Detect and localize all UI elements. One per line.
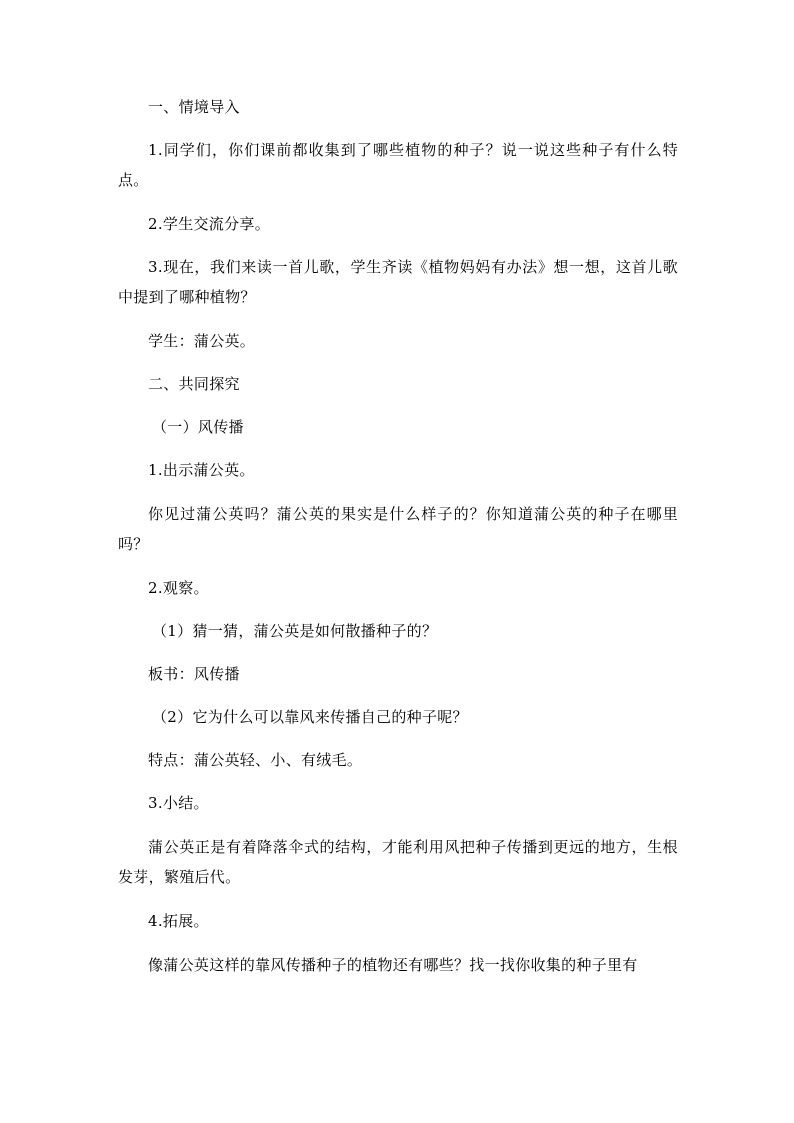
paragraph-show-dandelion: 1.出示蒲公英。 — [148, 461, 255, 479]
paragraph-question-seeds: 1.同学们，你们课前都收集到了哪些植物的种子？说一说这些种子有什么特点。 — [118, 141, 678, 189]
paragraph-student-answer: 学生：蒲公英。 — [148, 332, 256, 350]
paragraph-extension-heading: 4.拓展。 — [148, 912, 209, 930]
paragraph-guess: （1）猜一猜，蒲公英是如何散播种子的？ — [152, 622, 438, 640]
paragraph-summary-heading: 3.小结。 — [148, 794, 209, 812]
paragraph-blackboard: 板书：风传播 — [148, 665, 240, 683]
section-heading-joint-inquiry: 二、共同探究 — [148, 375, 240, 393]
subsection-heading-wind-dispersal: （一）风传播 — [152, 418, 244, 436]
paragraph-why-wind: （2）它为什么可以靠风来传播自己的种子呢？ — [152, 708, 468, 726]
paragraph-read-rhyme: 3.现在，我们来读一首儿歌，学生齐读《植物妈妈有办法》想一想，这首儿歌中提到了哪种植物？ — [118, 258, 678, 306]
paragraph-dandelion-questions: 你见过蒲公英吗？蒲公英的果实是什么样子的？你知道蒲公英的种子在哪里吗？ — [118, 505, 678, 553]
section-heading-situation-intro: 一、情境导入 — [148, 98, 240, 116]
paragraph-extension-text: 像蒲公英这样的靠风传播种子的植物还有哪些？找一找你收集的种子里有 — [148, 956, 638, 974]
paragraph-student-sharing: 2.学生交流分享。 — [148, 215, 271, 233]
document-body — [118, 92, 678, 980]
paragraph-summary-text: 蒲公英正是有着降落伞式的结构，才能利用风把种子传播到更远的地方，生根发芽，繁殖后代。 — [118, 838, 678, 886]
paragraph-features: 特点：蒲公英轻、小、有绒毛。 — [148, 751, 363, 769]
paragraph-observe: 2.观察。 — [148, 579, 209, 597]
